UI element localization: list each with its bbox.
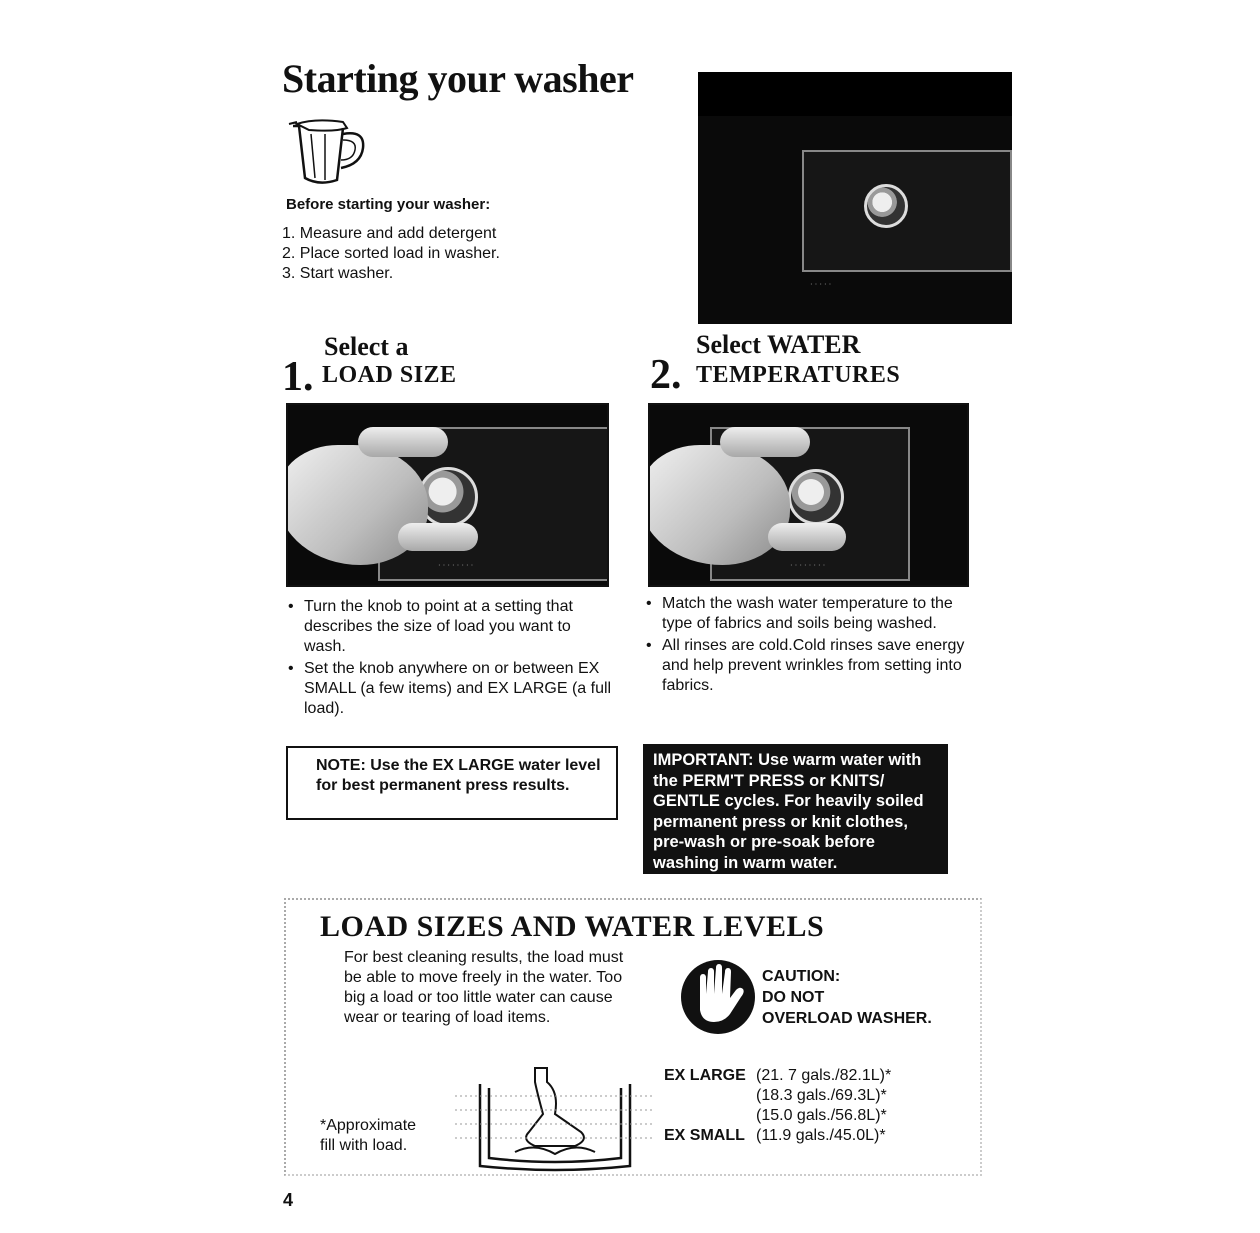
measuring-cup-icon — [285, 112, 375, 192]
step2-bullets — [644, 594, 980, 698]
step1-line2: LOAD SIZE — [322, 362, 457, 388]
step1-bullets — [286, 597, 616, 721]
step1-line1: Select a — [324, 332, 409, 361]
bullet-item: • Set the knob anywhere on or between EX SMALL (a few items) and EX LARGE (a full load). — [286, 659, 616, 719]
control-panel-photo: ····· — [698, 72, 1012, 324]
caution-line: DO NOT — [762, 989, 825, 1006]
water-level-row — [664, 1106, 891, 1126]
intro-step: 2. Place sorted load in washer. — [282, 245, 500, 262]
water-level-value: (18.3 gals./69.3L)* — [756, 1087, 887, 1104]
intro-steps — [282, 224, 500, 284]
load-sizes-title: LOAD SIZES AND WATER LEVELS — [320, 910, 825, 943]
bullet-item: • Match the wash water temperature to the type of fabrics and soils being washed. — [644, 594, 980, 634]
approximate-footnote — [320, 1116, 416, 1156]
washer-tub-icon — [455, 1062, 655, 1172]
hand-stop-icon — [678, 958, 758, 1036]
step2-number: 2. — [650, 352, 682, 398]
bullet-item: • All rinses are cold.Cold rinses save energy and help prevent wrinkles from setting into fabrics. — [644, 636, 980, 696]
page-title: Starting your washer — [282, 56, 634, 101]
water-level-row — [664, 1066, 891, 1086]
water-level-value: (21. 7 gals./82.1L)* — [756, 1067, 892, 1084]
intro-step: 1. Measure and add detergent — [282, 225, 497, 242]
step2-line2: TEMPERATURES — [696, 362, 901, 388]
water-level-value: (15.0 gals./56.8L)* — [756, 1107, 887, 1124]
page-number: 4 — [283, 1190, 294, 1210]
water-level-row — [664, 1126, 891, 1146]
footnote-line: fill with load. — [320, 1137, 408, 1154]
note-box: NOTE: Use the EX LARGE water level for best permanent press results. — [286, 746, 618, 820]
water-level-label: EX SMALL — [664, 1127, 745, 1144]
intro-step: 3. Start washer. — [282, 265, 394, 282]
caution-label: CAUTION: — [762, 968, 841, 985]
caution-line: OVERLOAD WASHER. — [762, 1010, 932, 1027]
water-level-label: EX LARGE — [664, 1067, 746, 1084]
important-box: IMPORTANT: Use warm water with the PERM'T PRESS or KNITS/ GENTLE cycles. For heavily soiled permanent press or knit clothes, pre-wash or pre-soak before washing in warm water. — [643, 744, 948, 874]
load-size-photo: ········ — [286, 403, 609, 587]
step2-line1: Select WATER — [696, 330, 861, 359]
water-level-value: (11.9 gals./45.0L)* — [756, 1127, 886, 1144]
footnote-line: *Approximate — [320, 1117, 417, 1134]
caution-text — [762, 966, 932, 1029]
water-temperature-photo: ········ — [648, 403, 969, 587]
load-sizes-body: For best cleaning results, the load must be able to move freely in the water. Too big a load or too little water can cause wear or tearing of load items. — [344, 949, 624, 1026]
water-level-row — [664, 1086, 891, 1106]
bullet-item: • Turn the knob to point at a setting that describes the size of load you want to wash. — [286, 597, 616, 657]
step1-number: 1. — [282, 354, 314, 400]
intro-heading: Before starting your washer: — [286, 196, 491, 213]
water-levels-table — [664, 1066, 891, 1146]
